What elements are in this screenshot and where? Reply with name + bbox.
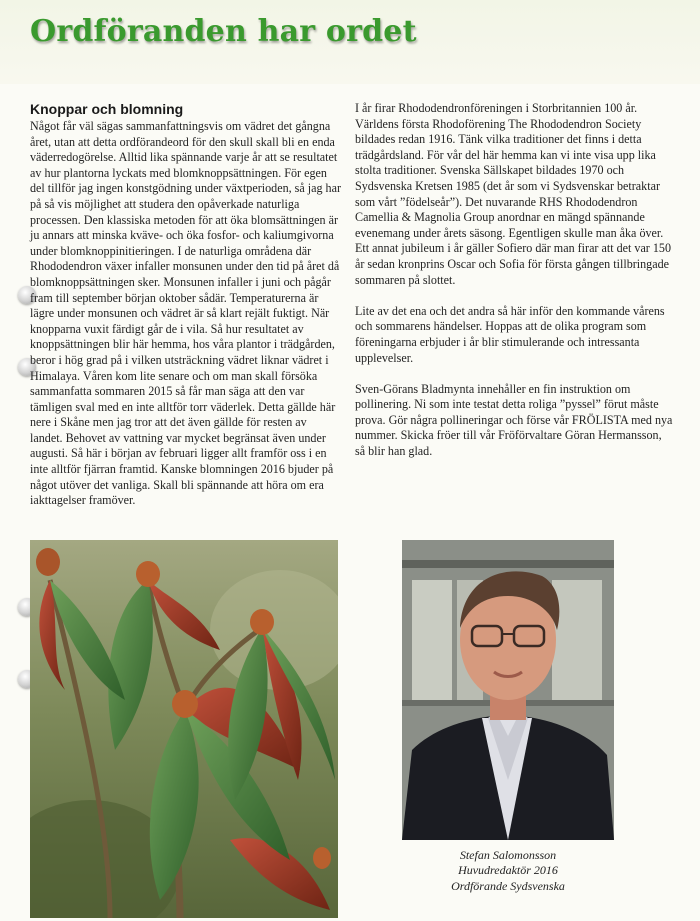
right-paragraph-1: I år firar Rhododendronföreningen i Storbritannien 100 år. Världens första Rhodoförening The Rhododendron Society bildades redan 1916. Tänk vilka traditioner det finns i detta trädgårdsland. För vår del här hemma kan vi inte visa upp lika stolta traditioner. Svenska Sällskapet bildades 1970 och Sydsvenska Kretsen 1985 (det år som vi Sydsvenskar betraktar som vårt ”födelseår”). Det nuvarande RHS Rhododendron Camellia & Magnolia Group anordnar en mängd spännande evenemang under årets säsong. Egentligen skulle man åka över. Ett annat jubileum i år gäller Sofiero där man firar att det var 150 år sedan kronprins Oscar och Sofia för första gången tillbringade sommaren på slottet. xyxy=(355,101,672,287)
page-title: Ordföranden har ordet xyxy=(30,14,417,49)
photo-caption xyxy=(402,848,614,894)
right-paragraph-2: Lite av det ena och det andra så här inför den kommande vårens och sommarens händelser. Hoppas att de olika program som föreningarna erbjuder i år blir stimulerande och intressanta upplevelser. xyxy=(355,303,665,365)
portrait-photo xyxy=(402,540,614,840)
caption-title: Ordförande Sydsvenska xyxy=(451,878,565,893)
caption-name: Stefan Salomonsson xyxy=(459,848,557,862)
rhododendron-photo xyxy=(30,540,338,918)
caption-role: Huvudredaktör 2016 xyxy=(458,863,558,878)
right-paragraph-3: Sven-Görans Bladmynta innehåller en fin instruktion om pollinering. Ni som inte testat detta roliga ”pyssel” förut måste prova. Gör några pollineringar och förse vår FRÖLISTA med nya nummer. Skicka fröer till vår Fröförvaltare Göran Hermansson, så blir han glad. xyxy=(355,381,673,459)
left-column xyxy=(30,101,342,509)
right-column xyxy=(355,101,673,460)
left-body-text: Något får väl sägas sammanfattningsvis om vädret det gångna året, utan att detta ordförandeord för den skull skall bli en enda väderredogörelse. Alltid lika spännande varje år att se resultatet av hur plantorna lyckats med blomknoppsättningen. För egen del tillför jag ingen konstgödning under växtperioden, så jag har på så vis möjlighet att studera den opåverkade naturliga processen. Den klassiska metoden för att öka blomsättningen är ju annars att minska kväve- och öka fosfor- och kaliumgivorna under blomknoppinitieringen. I de naturliga områdena där Rhododendron växer infaller monsunen under den tid på året då blomknoppsättningen sker. Monsunen infaller i juni och pågår fram till september början oktober sådär. Temperaturerna är lägre under monsunen och vädret är så klart rejält fuktigt. När knopparna vuxit färdigt går de i vila. Så hur resultatet av knoppsättningen blir här hemma, hos våra plantor i trädgården, beror i hög grad på i vilken utsträckning vädret liknar vädret i Himalaya. Våren kom lite senare och om man skall försöka sammanfatta sommaren 2015 så får man säga att den var tämligen sval med en inte alltför torr väderlek. Detta gällde här nere i Skåne men jag tror att det även gällde för resten av landet. Behovet av vattning var mycket begränsat även under augusti. Så här i början av februari ligger allt framför oss i en inte alltför fjärran framtid. Kanske blomningen 2016 bjuder på något utöver det vanliga. Skall bli spännande att höra om era iakttagelser framöver. xyxy=(30,119,342,508)
section-heading: Knoppar och blomning xyxy=(30,101,184,117)
